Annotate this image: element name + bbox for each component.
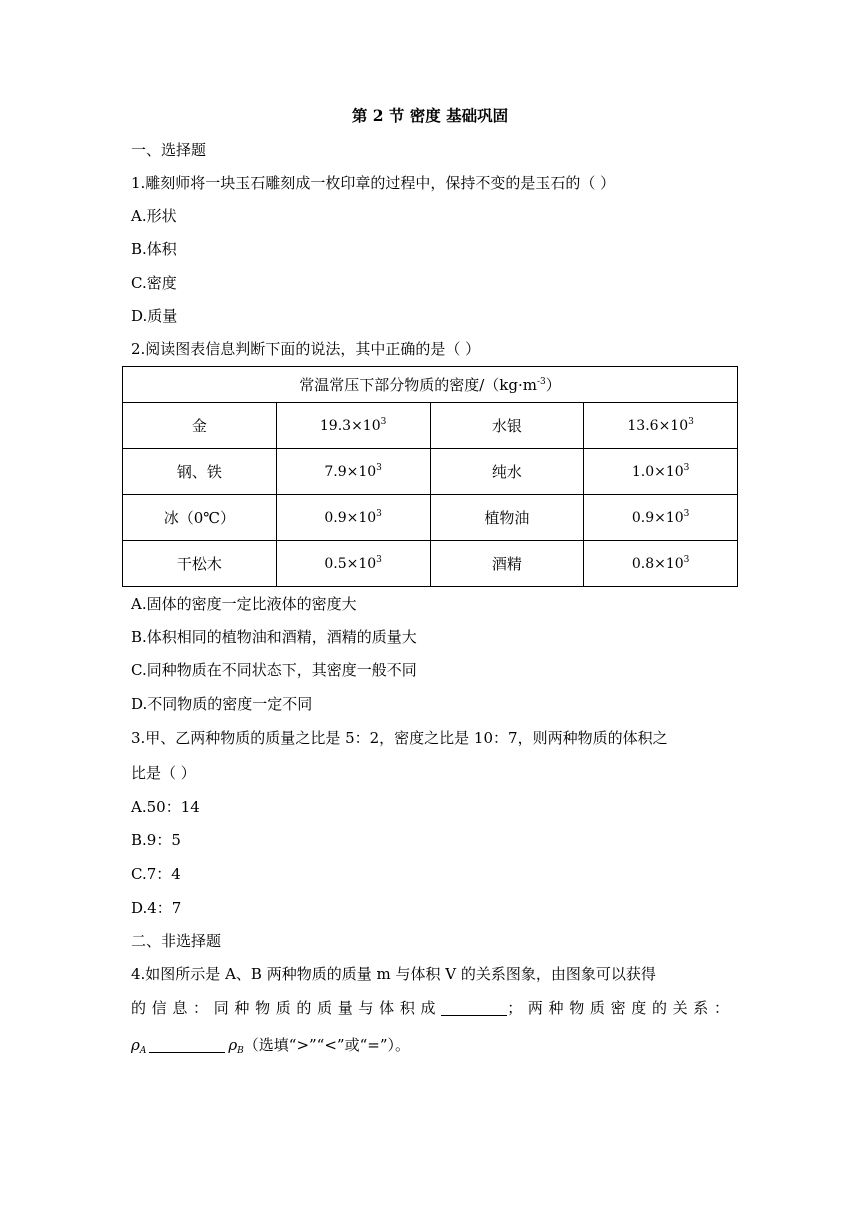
rho-a-subscript: A <box>139 1046 147 1056</box>
table-cell-substance: 植物油 <box>430 495 584 541</box>
question-3-option-d: D.4：7 <box>131 899 182 917</box>
density-table-caption <box>123 367 738 403</box>
question-2-option-b: B.体积相同的植物油和酒精，酒精的质量大 <box>131 628 417 646</box>
question-2-stem: 2.阅读图表信息判断下面的说法，其中正确的是（ ） <box>131 340 481 358</box>
table-cell-substance: 纯水 <box>430 449 584 495</box>
question-4-line-3 <box>131 1035 410 1055</box>
caption-suffix: ） <box>545 376 561 394</box>
table-cell-density: $1.0\times 10^3$ <box>584 449 738 495</box>
rho-b-subscript: B <box>237 1046 244 1056</box>
question-3-stem-line-2: 比是（ ） <box>131 764 196 782</box>
table-cell-density: $0.5\times 10^3$ <box>276 541 430 587</box>
question-2-option-a: A.固体的密度一定比液体的密度大 <box>131 595 357 613</box>
question-4-line-2 <box>131 998 729 1018</box>
rho-b-symbol: ρ <box>228 1036 238 1054</box>
question-2-option-c: C.同种物质在不同状态下，其密度一般不同 <box>131 661 417 679</box>
table-cell-substance: 冰（0℃） <box>123 495 277 541</box>
question-1-option-b: B.体积 <box>131 240 177 258</box>
question-1-option-d: D.质量 <box>131 307 178 325</box>
caption-exponent: -3 <box>536 377 546 387</box>
question-2-option-d: D.不同物质的密度一定不同 <box>131 695 313 713</box>
question-3-option-b: B.9：5 <box>131 831 181 849</box>
question-1-stem: 1.雕刻师将一块玉石雕刻成一枚印章的过程中，保持不变的是玉石的（ ） <box>131 174 616 192</box>
table-cell-density: $0.8\times 10^3$ <box>584 541 738 587</box>
question-3-option-a: A.50：14 <box>131 798 200 816</box>
question-4-text-b: ；两种物质密度的关系： <box>507 999 729 1017</box>
question-4-instruction: （选填“>”“<”或“=”）。 <box>243 1036 410 1054</box>
table-cell-substance: 干松木 <box>123 541 277 587</box>
table-cell-density: $13.6\times 10^3$ <box>584 403 738 449</box>
table-cell-substance: 酒精 <box>430 541 584 587</box>
rho-a-symbol: ρ <box>131 1036 140 1054</box>
table-cell-substance: 金 <box>123 403 277 449</box>
table-cell-density: $19.3\times 10^3$ <box>276 403 430 449</box>
answer-blank-density-relation[interactable] <box>149 1036 225 1053</box>
question-1-option-a: A.形状 <box>131 207 177 225</box>
section-heading-non-choice: 二、非选择题 <box>131 932 222 950</box>
table-cell-density: $0.9\times 10^3$ <box>584 495 738 541</box>
question-3-stem-line-1: 3.甲、乙两种物质的质量之比是 5：2，密度之比是 10：7，则两种物质的体积之 <box>131 729 668 747</box>
question-4-text-a: 的信息：同种物质的质量与体积成 <box>131 999 442 1017</box>
question-1-option-c: C.密度 <box>131 274 177 292</box>
answer-blank-proportion[interactable] <box>441 999 507 1016</box>
question-3-option-c: C.7：4 <box>131 865 181 883</box>
table-cell-substance: 水银 <box>430 403 584 449</box>
table-cell-density: $7.9\times 10^3$ <box>276 449 430 495</box>
caption-prefix: 常温常压下部分物质的密度/（kg·m <box>299 376 537 394</box>
question-4-line-1: 4.如图所示是 A、B 两种物质的质量 m 与体积 V 的关系图象，由图象可以获得 <box>131 965 656 983</box>
table-cell-substance: 钢、铁 <box>123 449 277 495</box>
section-heading-choice: 一、选择题 <box>131 141 207 159</box>
page-title: 第 2 节 密度 基础巩固 <box>351 106 509 125</box>
table-cell-density: $0.9\times 10^3$ <box>276 495 430 541</box>
density-table <box>122 366 738 587</box>
